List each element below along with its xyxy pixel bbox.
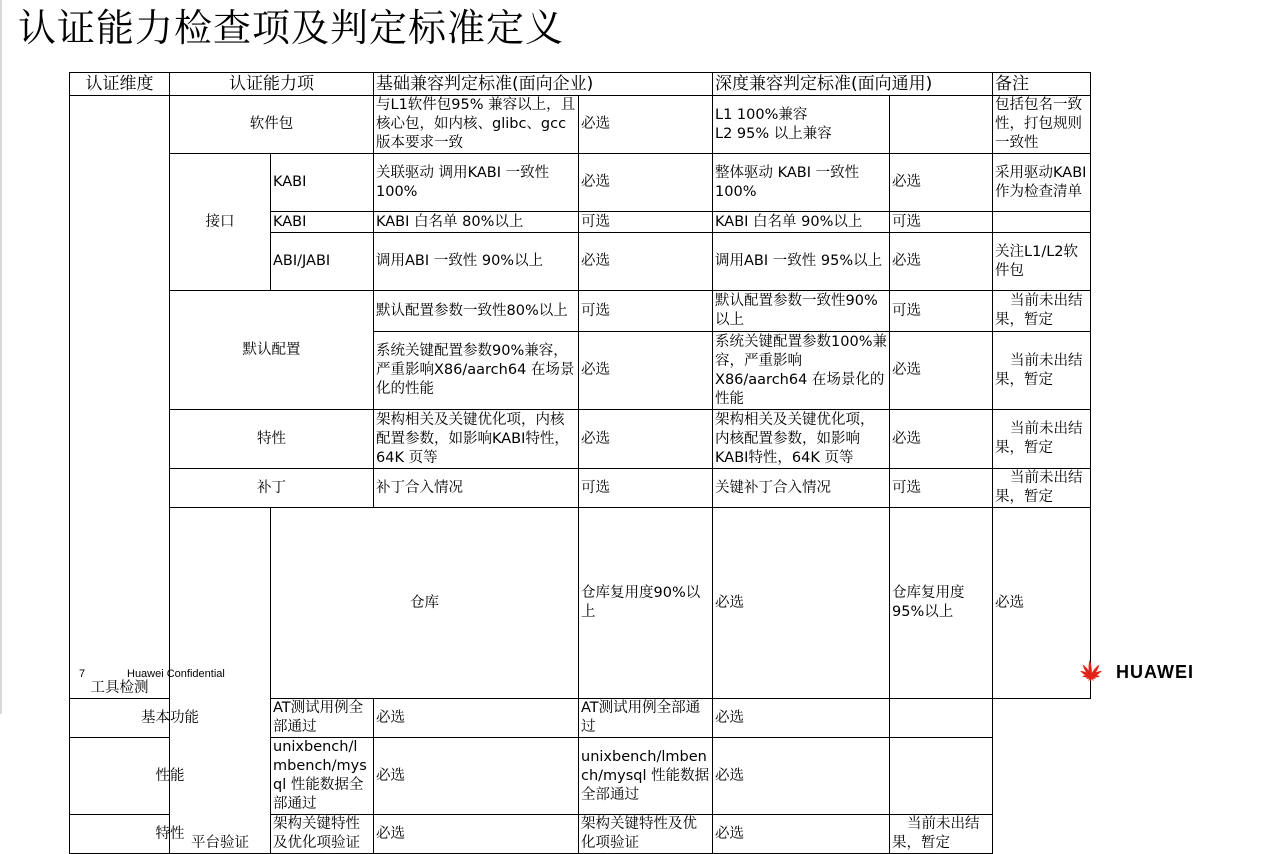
- deep-requirement: 必选: [890, 410, 993, 469]
- remark-text: 当前未出结果，暂定: [890, 815, 993, 854]
- basic-criteria-text: unixbench/lmbench/mysql 性能数据全部通过: [271, 738, 374, 815]
- deep-requirement: 可选: [890, 291, 993, 332]
- deep-criteria-text: KABI 白名单 90%以上: [713, 212, 890, 233]
- remark-text: 关注L1/L2软件包: [993, 233, 1091, 291]
- brand-name: HUAWEI: [1116, 662, 1194, 682]
- item-patch: 补丁: [170, 469, 374, 508]
- deep-criteria-text: L1 100%兼容 L2 95% 以上兼容: [713, 96, 890, 154]
- table-row: [70, 699, 1091, 738]
- basic-criteria-text: 架构关键特性及优化项验证: [271, 815, 374, 854]
- huawei-logo-icon: [1071, 658, 1111, 688]
- table-row: [70, 738, 1091, 815]
- deep-requirement: 必选: [713, 815, 890, 854]
- deep-criteria-text: 调用ABI 一致性 95%以上: [713, 233, 890, 291]
- deep-requirement: 必选: [713, 699, 890, 738]
- deep-criteria-text: 关键补丁合入情况: [713, 469, 890, 508]
- deep-requirement: 可选: [890, 212, 993, 233]
- basic-requirement: 必选: [579, 96, 713, 154]
- deep-criteria-text: 默认配置参数一致性90%以上: [713, 291, 890, 332]
- basic-criteria-text: 架构相关及关键优化项，内核配置参数，如影响KABI特性，64K 页等: [374, 410, 579, 469]
- remark-text: 当前未出结果，暂定: [993, 410, 1091, 469]
- item-repository: 仓库: [271, 508, 579, 699]
- table-row: [70, 469, 1091, 508]
- remark-text: [890, 738, 993, 815]
- table-header-row: [70, 73, 1091, 96]
- deep-criteria-text: unixbench/lmbench/mysql 性能数据全部通过: [579, 738, 713, 815]
- page-number: 7: [79, 668, 86, 680]
- basic-criteria-text: AT测试用例全部通过: [271, 699, 374, 738]
- deep-requirement: 必选: [890, 233, 993, 291]
- basic-requirement: 可选: [579, 291, 713, 332]
- basic-requirement: 必选: [713, 508, 890, 699]
- remark-text: 包括包名一致性，打包规则一致性: [993, 96, 1091, 154]
- basic-requirement: 可选: [579, 469, 713, 508]
- basic-criteria-text: 系统关键配置参数90%兼容，严重影响X86/aarch64 在场景化的性能: [374, 332, 579, 410]
- deep-criteria-text: 架构相关及关键优化项，内核配置参数，如影响KABI特性，64K 页等: [713, 410, 890, 469]
- basic-criteria-text: 默认配置参数一致性80%以上: [374, 291, 579, 332]
- basic-criteria-text: 仓库复用度90%以上: [579, 508, 713, 699]
- remark-text: [890, 699, 993, 738]
- basic-criteria-text: 关联驱动 调用KABI 一致性 100%: [374, 154, 579, 212]
- remark-text: 采用驱动KABI作为检查清单: [993, 154, 1091, 212]
- basic-criteria-text: 补丁合入情况: [374, 469, 579, 508]
- deep-requirement: 必选: [890, 332, 993, 410]
- sub-item-kabi: KABI: [271, 154, 374, 212]
- dimension-platform-verify: 平台验证: [170, 508, 271, 854]
- remark-text: 当前未出结果，暂定: [993, 469, 1091, 508]
- basic-requirement: 必选: [579, 410, 713, 469]
- basic-requirement: 必选: [579, 154, 713, 212]
- item-interface: 接口: [170, 154, 271, 291]
- criteria-table: [69, 72, 1091, 854]
- slide-left-border: [0, 0, 2, 714]
- deep-requirement: 必选: [713, 738, 890, 815]
- basic-criteria-text: 调用ABI 一致性 90%以上: [374, 233, 579, 291]
- table-row: [70, 96, 1091, 154]
- header-remarks: 备注: [993, 73, 1091, 96]
- deep-requirement: 可选: [890, 469, 993, 508]
- header-capability: 认证能力项: [170, 73, 374, 96]
- deep-requirement: [890, 96, 993, 154]
- deep-requirement: 必选: [890, 154, 993, 212]
- basic-requirement: 必选: [374, 699, 579, 738]
- item-feature: 特性: [170, 410, 374, 469]
- basic-requirement: 可选: [579, 212, 713, 233]
- basic-criteria-text: 与L1软件包95% 兼容以上，且核心包，如内核、glibc、gcc 版本要求一致: [374, 96, 579, 154]
- sub-item-kabi: KABI: [271, 212, 374, 233]
- deep-criteria-text: 整体驱动 KABI 一致性 100%: [713, 154, 890, 212]
- deep-criteria-text: AT测试用例全部通过: [579, 699, 713, 738]
- item-performance: 性能: [70, 738, 271, 815]
- basic-requirement: 必选: [374, 815, 579, 854]
- deep-requirement: 必选: [993, 508, 1091, 699]
- basic-requirement: 必选: [374, 738, 579, 815]
- item-basic-function: 基本功能: [70, 699, 271, 738]
- remark-text: 当前未出结果，暂定: [993, 332, 1091, 410]
- basic-requirement: 必选: [579, 233, 713, 291]
- table-row: [70, 410, 1091, 469]
- header-basic-criteria: 基础兼容判定标准(面向企业): [374, 73, 713, 96]
- header-deep-criteria: 深度兼容判定标准(面向通用): [713, 73, 993, 96]
- deep-criteria-text: 架构关键特性及优化项验证: [579, 815, 713, 854]
- slide-title: 认证能力检查项及判定标准定义: [18, 6, 565, 50]
- remark-text: [993, 212, 1091, 233]
- deep-criteria-text: 系统关键配置参数100%兼容，严重影响X86/aarch64 在场景化的性能: [713, 332, 890, 410]
- basic-criteria-text: KABI 白名单 80%以上: [374, 212, 579, 233]
- deep-criteria-text: 仓库复用度95%以上: [890, 508, 993, 699]
- basic-requirement: 必选: [579, 332, 713, 410]
- dimension-tool-check: 工具检测: [70, 96, 170, 699]
- header-dimension: 认证维度: [70, 73, 170, 96]
- item-default-config: 默认配置: [170, 291, 374, 410]
- item-platform-feature: 特性: [70, 815, 271, 854]
- sub-item-abi-jabi: ABI/JABI: [271, 233, 374, 291]
- table-row: [70, 154, 1091, 212]
- remark-text: 当前未出结果，暂定: [993, 291, 1091, 332]
- table-row: [70, 291, 1091, 332]
- item-software-package: 软件包: [170, 96, 374, 154]
- confidential-label: Huawei Confidential: [127, 668, 225, 680]
